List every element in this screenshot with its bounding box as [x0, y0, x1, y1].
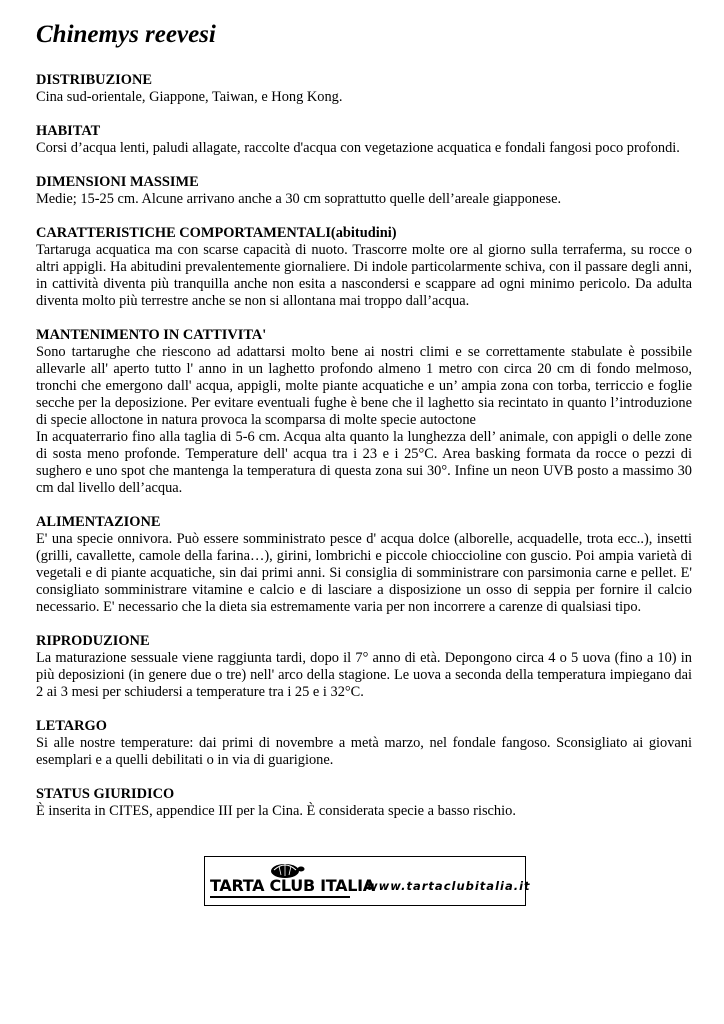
section-letargo	[36, 718, 692, 769]
section-text: Si alle nostre temperature: dai primi di novembre a metà marzo, nel fondale fangoso. Sconsigliato ai giovani esemplari e a quelli debilitati o in via di guarigione.	[36, 735, 692, 768]
section-text: Corsi d’acqua lenti, paludi allagate, raccolte d'acqua con vegetazione acquatica e fondali fangosi poco profondi.	[36, 140, 680, 156]
section-text: E' una specie onnivora. Può essere somministrato pesce d' acqua dolce (alborelle, acquadelle, trota ecc..), insetti (grilli, cavallette, camole della farina…), girini, lombrichi e piccole chioccioline con guscio. Poi ampia varietà di vegetali e di piante acquatiche, sin dai primi anni. Si consiglia di somministrare con parsimonia carne e pellet. E' consigliato somministrare vitamine e calcio e di lasciare a disposizione un osso di seppia per fornire il calcio necessario. E' necessario che la dieta sia estremamente varia per non incorrere a carenze di qualsiasi tipo.	[36, 531, 692, 615]
logo-underline	[210, 896, 350, 898]
section-riproduzione	[36, 633, 692, 701]
section-text: La maturazione sessuale viene raggiunta tardi, dopo il 7° anno di età. Depongono circa 4 o 5 uova (fino a 10) in più deposizioni (in genere due o tre) nell' arco della stagione. Le uova a seconda della temperatura impiegano dai 2 ai 3 mesi per schiudersi a temperature tra i 25 e i 32°C.	[36, 650, 692, 700]
section-heading: DISTRIBUZIONE	[36, 72, 152, 88]
page-title: Chinemys reevesi	[36, 21, 216, 48]
section-heading: ALIMENTAZIONE	[36, 514, 161, 530]
section-text: Tartaruga acquatica ma con scarse capacità di nuoto. Trascorre molte ore al giorno sulla terraferma, su rocce o altri appigli. Ha abitudini prevalentemente giornaliere. Di indole particolarmente schiva, con il passare degli anni, in cattività diventa più tranquilla anche non esita a nascondersi e scappare ad ogni minimo pericolo. Da adulta diventa molto più terrestre anche se non si allontana mai troppo dall’acqua.	[36, 242, 692, 309]
section-heading: DIMENSIONI MASSIME	[36, 174, 199, 190]
section-caratteristiche	[36, 225, 692, 310]
section-text: Medie; 15-25 cm. Alcune arrivano anche a 30 cm soprattutto quelle dell’areale giapponese.	[36, 191, 562, 207]
section-text: Sono tartarughe che riescono ad adattarsi molto bene ai nostri climi e se correttamente stabulate è possibile allevarle all' aperto tutto l' anno in un laghetto profondo almeno 1 metro con circa 20 cm di fondo melmoso, tronchi che emergono dall' acqua, appigli, molte piante acquatiche e un’ ampia zona con torba, terriccio e foglie secche per la deposizione. Per evitare eventuali fughe è bene che il laghetto sia recintato in quanto l’introduzione di specie alloctone in natura provoca la scomparsa di molte specie autoctone	[36, 344, 692, 428]
section-heading: STATUS GIURIDICO	[36, 786, 175, 802]
section-habitat	[36, 123, 692, 157]
section-dimensioni	[36, 174, 692, 208]
logo-name: TARTA CLUB ITALIA	[210, 876, 375, 895]
section-text: Cina sud-orientale, Giappone, Taiwan, e Hong Kong.	[36, 89, 343, 105]
section-distribuzione	[36, 72, 692, 106]
tarta-club-logo	[204, 856, 531, 906]
section-text-2: In acquaterrario fino alla taglia di 5-6 cm. Acqua alta quanto la lunghezza dell’ animale, con appigli o delle zone di sosta meno profonde. Temperature dell' acqua tra i 23 e i 25°C. Area basking formata da rocce o pezzi di sughero e uno spot che mantenga la temperatura di questa zona sui 30°. Infine un neon UVB posto a massimo 30 cm dal livello dell’acqua.	[36, 429, 692, 496]
logo-url: www.tartaclubitalia.it	[367, 879, 531, 893]
section-heading: MANTENIMENTO IN CATTIVITA'	[36, 327, 267, 343]
section-status-giuridico	[36, 786, 692, 820]
section-heading: LETARGO	[36, 718, 107, 734]
section-text: È inserita in CITES, appendice III per la Cina. È considerata specie a basso rischio.	[36, 803, 516, 819]
section-heading: CARATTERISTICHE COMPORTAMENTALI(abitudini)	[36, 225, 397, 241]
section-mantenimento	[36, 327, 692, 497]
section-heading: RIPRODUZIONE	[36, 633, 150, 649]
section-heading: HABITAT	[36, 123, 101, 139]
document-page	[36, 20, 692, 837]
section-alimentazione	[36, 514, 692, 616]
